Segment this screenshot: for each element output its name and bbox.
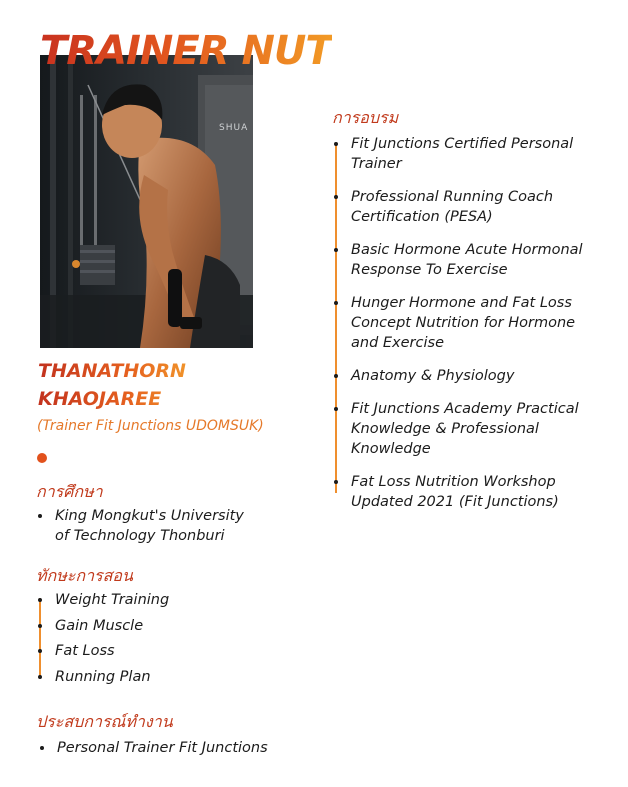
- decorative-dot: [37, 453, 47, 463]
- trainer-last-name: KHAOJAREE: [38, 388, 162, 410]
- training-item-line: Anatomy & Physiology: [351, 368, 515, 384]
- experience-list: [39, 738, 268, 758]
- trainer-photo: [40, 55, 253, 348]
- training-item: [333, 366, 613, 386]
- training-item-line: Fat Loss Nutrition Workshop: [351, 474, 556, 490]
- training-list: [333, 134, 613, 525]
- training-item: [333, 293, 613, 353]
- training-item-line: Knowledge: [351, 441, 431, 457]
- training-item-line: Knowledge & Professional: [351, 421, 539, 437]
- training-item: [333, 472, 613, 512]
- training-heading: การอบรม: [332, 108, 399, 127]
- training-item-line: Basic Hormone Acute Hormonal: [351, 242, 583, 258]
- training-item-line: and Exercise: [351, 335, 444, 351]
- training-item-line: Response To Exercise: [351, 262, 508, 278]
- training-item: [333, 187, 613, 227]
- education-item: King Mongkut's University: [37, 506, 244, 526]
- training-item-line: Concept Nutrition for Hormone: [351, 315, 576, 331]
- training-item-line: Trainer: [351, 156, 402, 172]
- education-heading: การศึกษา: [36, 482, 103, 501]
- education-list: [37, 506, 244, 546]
- training-item: [333, 240, 613, 280]
- training-item-line: Fit Junctions Academy Practical: [351, 401, 579, 417]
- training-item: [333, 134, 613, 174]
- training-item-line: Hunger Hormone and Fat Loss: [351, 295, 572, 311]
- trainer-subtitle: (Trainer Fit Junctions UDOMSUK): [37, 418, 264, 434]
- training-item: [333, 399, 613, 459]
- skills-item: Gain Muscle: [37, 616, 169, 636]
- trainer-photo-illustration: [40, 55, 253, 348]
- training-item-line: Updated 2021 (Fit Junctions): [351, 494, 559, 510]
- skills-item: Weight Training: [37, 590, 169, 610]
- skills-item: Running Plan: [37, 667, 169, 687]
- skills-heading: ทักษะการสอน: [36, 566, 133, 585]
- training-item-line: Fit Junctions Certified Personal: [351, 136, 574, 152]
- experience-item: Personal Trainer Fit Junctions: [39, 738, 268, 758]
- page-title: TRAINER NUT: [40, 28, 332, 74]
- training-item-line: Certification (PESA): [351, 209, 493, 225]
- experience-heading: ประสบการณ์ทำงาน: [36, 712, 173, 731]
- trainer-first-name: THANATHORN: [38, 360, 186, 382]
- training-item-line: Professional Running Coach: [351, 189, 554, 205]
- machine-brand-text: SHUA: [219, 123, 249, 133]
- skills-item: Fat Loss: [37, 641, 169, 661]
- skills-list: [37, 590, 169, 687]
- education-item-continued: of Technology Thonburi: [55, 528, 225, 544]
- trainer-name: [38, 357, 186, 413]
